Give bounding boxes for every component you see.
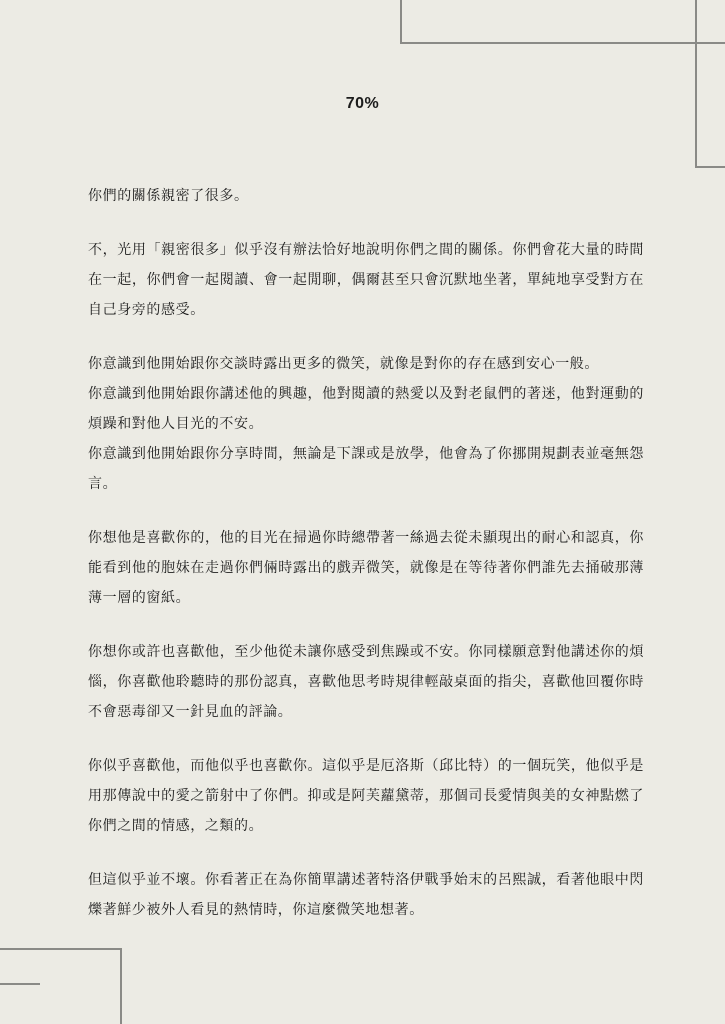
paragraph-2: 不，光用「親密很多」似乎沒有辦法恰好地說明你們之間的關係。你們會花大量的時間在一起，你們會一起閱讀、會一起閒聊，偶爾甚至只會沉默地坐著，單純地享受對方在自己身旁的感受。 bbox=[88, 242, 644, 318]
frame-line-bottom-vertical bbox=[120, 948, 122, 1024]
frame-line-top-horizontal bbox=[400, 42, 725, 44]
document-body bbox=[88, 181, 644, 925]
paragraph-1: 你們的關係親密了很多。 bbox=[88, 188, 249, 204]
paragraph-4: 你意識到他開始跟你講述他的興趣，他對閱讀的熱愛以及對老鼠們的著迷，他對運動的煩躁和對他人目光的不安。 bbox=[88, 386, 644, 432]
paragraph-8: 你似乎喜歡他，而他似乎也喜歡你。這似乎是厄洛斯（邱比特）的一個玩笑，他似乎是用那傳說中的愛之箭射中了你們。抑或是阿芙蘿黛蒂，那個司長愛情與美的女神點燃了你們之間的情感，之類的。 bbox=[88, 758, 644, 834]
paragraph-9: 但這似乎並不壞。你看著正在為你簡單講述著特洛伊戰爭始末的呂熙誠，看著他眼中閃爍著鮮少被外人看見的熱情時，你這麼微笑地想著。 bbox=[88, 872, 644, 918]
frame-line-left-horizontal bbox=[0, 983, 40, 985]
frame-line-right-vertical bbox=[695, 0, 697, 168]
frame-line-top-vertical bbox=[400, 0, 402, 44]
paragraph-3: 你意識到他開始跟你交談時露出更多的微笑，就像是對你的存在感到安心一般。 bbox=[88, 356, 599, 372]
frame-line-bottom-horizontal bbox=[0, 948, 122, 950]
page-title: 70% bbox=[345, 95, 380, 112]
frame-line-right-horizontal bbox=[695, 166, 725, 168]
paragraph-7: 你想你或許也喜歡他，至少他從未讓你感受到焦躁或不安。你同樣願意對他講述你的煩惱，你喜歡他聆聽時的那份認真，喜歡他思考時規律輕敲桌面的指尖，喜歡他回覆你時不會惡毒卻又一針見血的評論。 bbox=[88, 644, 644, 720]
paragraph-6: 你想他是喜歡你的，他的目光在掃過你時總帶著一絲過去從未顯現出的耐心和認真，你能看到他的胞妹在走過你們倆時露出的戲弄微笑，就像是在等待著你們誰先去捅破那薄薄一層的窗紙。 bbox=[88, 530, 644, 606]
paragraph-5: 你意識到他開始跟你分享時間，無論是下課或是放學，他會為了你挪開規劃表並毫無怨言。 bbox=[88, 446, 644, 492]
